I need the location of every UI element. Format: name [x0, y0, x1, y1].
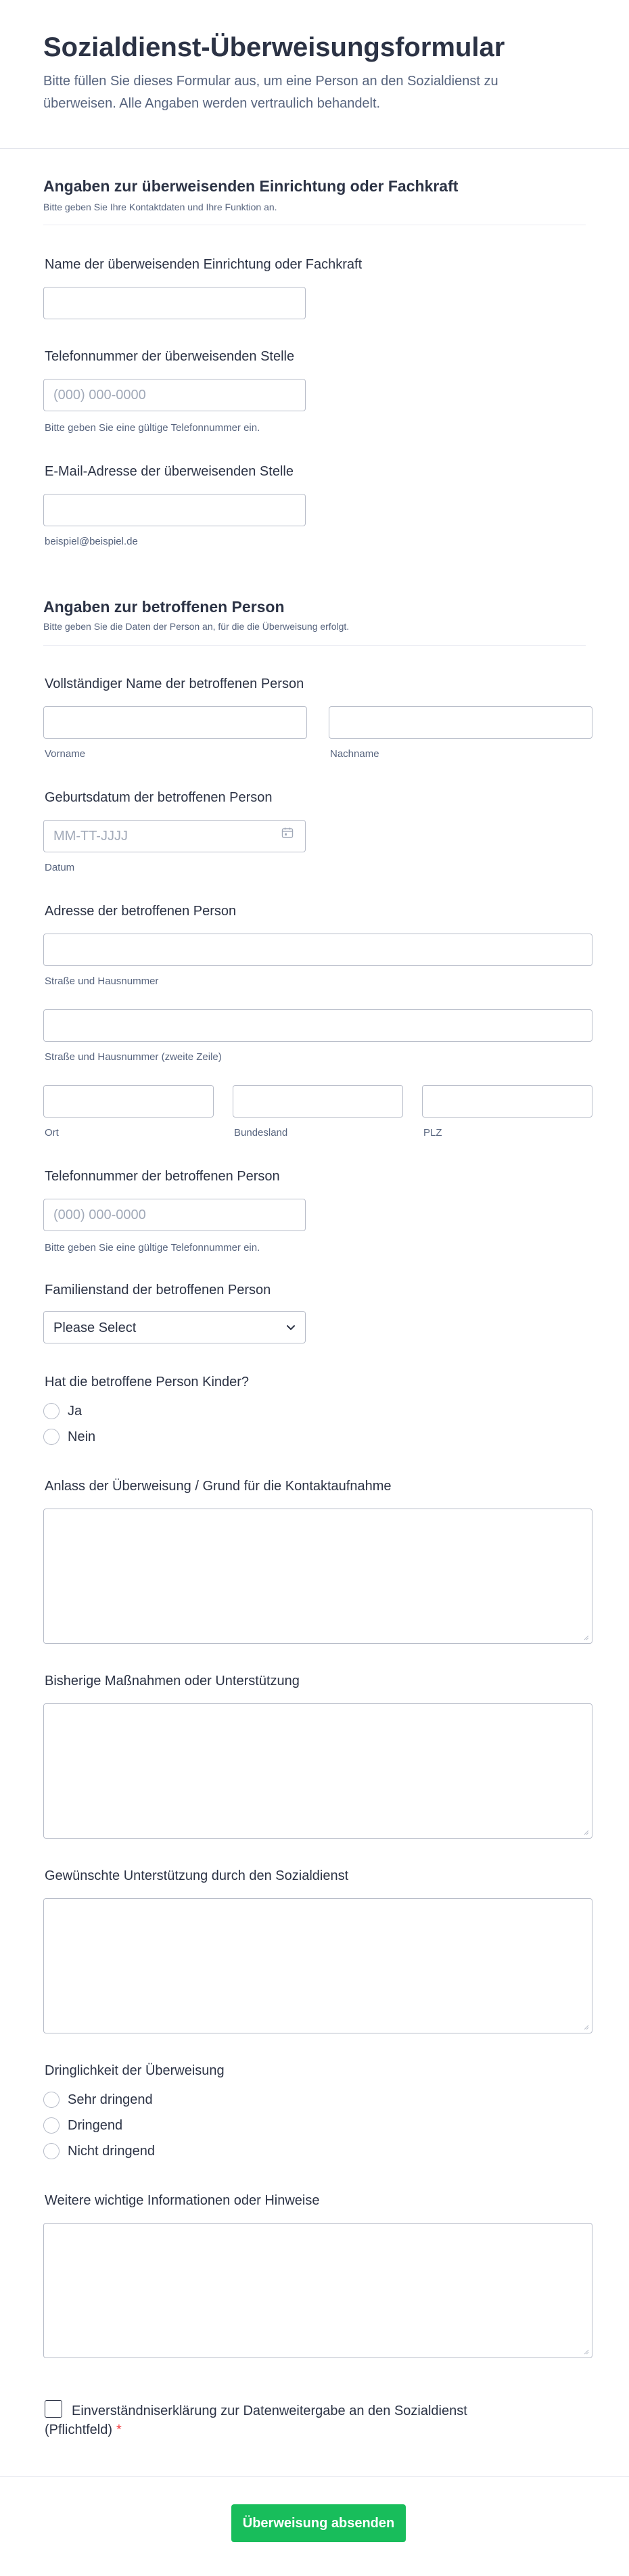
- section-divider: [43, 645, 586, 646]
- previous-measures-label: Bisherige Maßnahmen oder Unterstützung: [45, 1674, 300, 1688]
- radio-label: Dringend: [68, 2118, 123, 2133]
- person-firstname-input[interactable]: [43, 706, 307, 739]
- radio-label: Ja: [68, 1404, 83, 1419]
- person-phone-input[interactable]: [43, 1199, 306, 1231]
- referrer-email-label: E-Mail-Adresse der überweisenden Stelle: [45, 464, 294, 479]
- person-street2-hint: Straße und Hausnummer (zweite Zeile): [45, 1051, 222, 1063]
- resize-grip-icon[interactable]: [582, 2023, 589, 2030]
- person-children-label: Hat die betroffene Person Kinder?: [45, 1375, 250, 1389]
- resize-grip-icon[interactable]: [582, 2348, 589, 2355]
- consent-label[interactable]: [45, 2401, 518, 2439]
- resize-grip-icon[interactable]: [582, 1634, 589, 1640]
- additional-info-label: Weitere wichtige Informationen oder Hinweise: [45, 2193, 320, 2208]
- resize-grip-icon[interactable]: [582, 1828, 589, 1835]
- footer-divider: [0, 2476, 629, 2477]
- radio-button[interactable]: [43, 2092, 60, 2108]
- person-address-label: Adresse der betroffenen Person: [45, 904, 237, 919]
- section-title-person: Angaben zur betroffenen Person: [43, 598, 285, 616]
- person-city-input[interactable]: [43, 1085, 214, 1118]
- person-zip-hint: PLZ: [423, 1127, 442, 1138]
- calendar-icon[interactable]: [281, 827, 294, 839]
- radio-button[interactable]: [43, 2143, 60, 2159]
- previous-measures-textarea[interactable]: [43, 1703, 592, 1839]
- person-street1-hint: Straße und Hausnummer: [45, 975, 159, 987]
- referrer-email-input[interactable]: [43, 494, 306, 526]
- required-asterisk: *: [116, 2422, 122, 2437]
- person-dob-label: Geburtsdatum der betroffenen Person: [45, 790, 273, 805]
- person-city-hint: Ort: [45, 1127, 59, 1138]
- section-subtitle-person: Bitte geben Sie die Daten der Person an, für die die Überweisung erfolgt.: [43, 621, 350, 632]
- form-subtitle: Bitte füllen Sie dieses Formular aus, um eine Person an den Sozialdienst zu überweisen. Alle Angaben werden vertraulich behandelt.: [43, 74, 498, 111]
- urgency-label: Dringlichkeit der Überweisung: [45, 2063, 225, 2078]
- person-lastname-input[interactable]: [329, 706, 592, 739]
- person-phone-hint: Bitte geben Sie eine gültige Telefonnummer ein.: [45, 1242, 260, 1254]
- consent-label-text: Einverständniserklärung zur Datenweitergabe an den Sozialdienst (Pflichtfeld): [45, 2404, 467, 2437]
- marital-status-select[interactable]: [43, 1311, 306, 1343]
- person-state-hint: Bundesland: [234, 1127, 288, 1138]
- person-dob-input[interactable]: [43, 820, 306, 852]
- person-state-input[interactable]: [233, 1085, 403, 1118]
- section-title-referrer: Angaben zur überweisenden Einrichtung oder Fachkraft: [43, 177, 459, 195]
- person-zip-input[interactable]: [422, 1085, 592, 1118]
- radio-button[interactable]: [43, 1429, 60, 1445]
- person-fullname-label: Vollständiger Name der betroffenen Person: [45, 676, 304, 691]
- person-marital-label: Familienstand der betroffenen Person: [45, 1283, 271, 1297]
- marital-status-selected: Please Select: [53, 1320, 137, 1335]
- referrer-phone-input[interactable]: [43, 379, 306, 411]
- form-title: Sozialdienst-Überweisungsformular: [43, 32, 505, 62]
- radio-label: Sehr dringend: [68, 2092, 153, 2107]
- person-phone-label: Telefonnummer der betroffenen Person: [45, 1169, 280, 1184]
- referrer-email-hint: beispiel@beispiel.de: [45, 536, 138, 547]
- chevron-down-icon: [285, 1321, 297, 1333]
- radio-button[interactable]: [43, 2117, 60, 2134]
- person-firstname-hint: Vorname: [45, 748, 86, 760]
- referral-reason-textarea[interactable]: [43, 1509, 592, 1644]
- submit-button[interactable]: Überweisung absenden: [231, 2504, 406, 2542]
- desired-support-textarea[interactable]: [43, 1898, 592, 2033]
- desired-support-label: Gewünschte Unterstützung durch den Sozialdienst: [45, 1868, 349, 1883]
- person-street2-input[interactable]: [43, 1009, 592, 1042]
- section-subtitle-referrer: Bitte geben Sie Ihre Kontaktdaten und Ihre Funktion an.: [43, 202, 277, 212]
- referrer-name-input[interactable]: [43, 287, 306, 319]
- referrer-name-label: Name der überweisenden Einrichtung oder Fachkraft: [45, 257, 363, 272]
- radio-button[interactable]: [43, 1403, 60, 1419]
- person-dob-hint: Datum: [45, 862, 75, 873]
- form-header: [0, 0, 629, 149]
- radio-label: Nicht dringend: [68, 2144, 155, 2159]
- referrer-phone-label: Telefonnummer der überweisenden Stelle: [45, 349, 295, 364]
- referral-reason-label: Anlass der Überweisung / Grund für die Kontaktaufnahme: [45, 1479, 392, 1494]
- referrer-phone-hint: Bitte geben Sie eine gültige Telefonnummer ein.: [45, 422, 260, 434]
- person-street1-input[interactable]: [43, 934, 592, 966]
- additional-info-textarea[interactable]: [43, 2223, 592, 2358]
- person-lastname-hint: Nachname: [330, 748, 379, 760]
- radio-label: Nein: [68, 1429, 96, 1444]
